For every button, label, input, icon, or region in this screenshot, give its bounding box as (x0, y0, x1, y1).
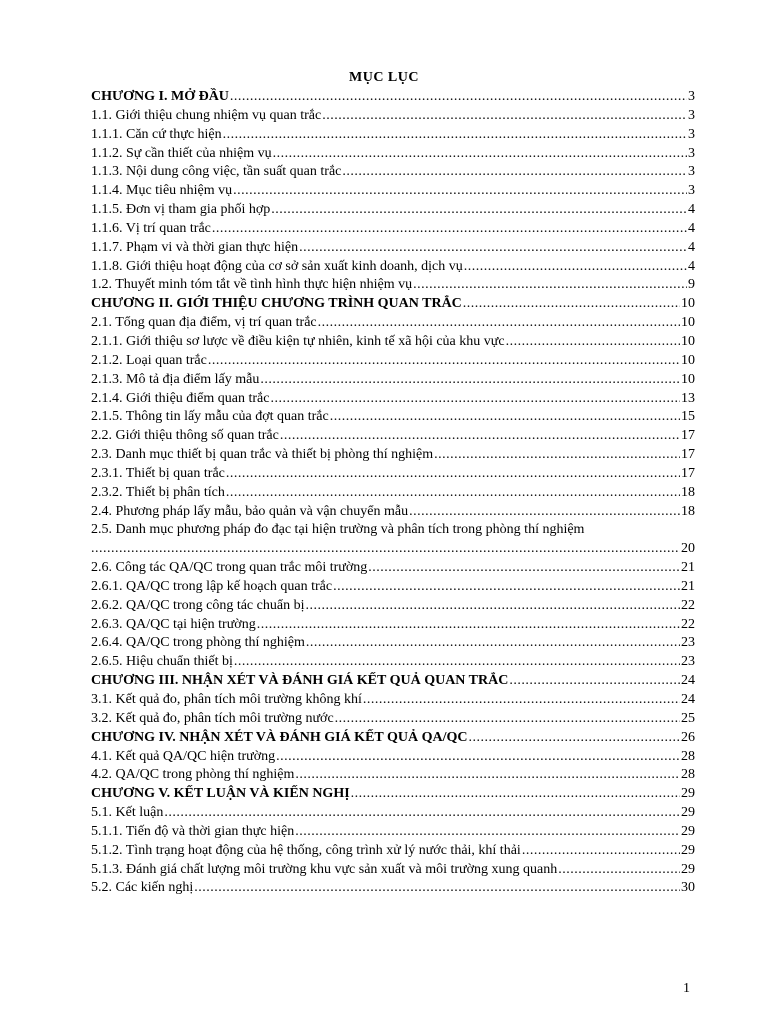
toc-entry[interactable] (91, 521, 695, 559)
toc-entry-page: 9 (688, 277, 695, 293)
toc-dot-leader (305, 597, 680, 616)
toc-entry-title: 4.2. QA/QC trong phòng thí nghiệm (91, 767, 295, 783)
toc-entry-title: 5.1. Kết luận (91, 805, 164, 821)
toc-dot-leader (226, 484, 680, 503)
toc-dot-leader (164, 804, 680, 823)
toc-entry-title: 3.1. Kết quả đo, phân tích môi trường không khí (91, 692, 362, 707)
toc-dot-leader (230, 88, 687, 107)
toc-entry-title: 2.6.4. QA/QC trong phòng thí nghiệm (91, 635, 305, 651)
toc-entry[interactable] (91, 785, 695, 804)
toc-entry-title: 2.5. Danh mục phương pháp đo đạc tại hiện trường và phân tích trong phòng thí nghiệm (91, 522, 585, 538)
toc-entry[interactable] (91, 427, 695, 446)
toc-dot-leader (257, 616, 680, 635)
toc-dot-leader (322, 107, 687, 126)
toc-entry-title: 4.1. Kết quả QA/QC hiện trường (91, 748, 276, 764)
toc-entry-title: 2.1.4. Giới thiệu điểm quan trắc (91, 390, 270, 406)
toc-dot-leader (276, 748, 680, 767)
toc-entry-title: CHƯƠNG V. KẾT LUẬN VÀ KIẾN NGHỊ (91, 786, 350, 802)
toc-dot-leader (335, 710, 680, 729)
toc-entry[interactable] (91, 766, 695, 785)
toc-dot-leader (368, 559, 680, 578)
toc-entry-title: 2.3. Danh mục thiết bị quan trắc và thiết bị phòng thí nghiệm (91, 447, 434, 463)
toc-entry-page: 3 (688, 126, 695, 142)
toc-entry-title: 3.2. Kết quả đo, phân tích môi trường nước (91, 710, 334, 726)
toc-entry-title: 2.3.2. Thiết bị phân tích (91, 484, 225, 500)
toc-entry[interactable] (91, 804, 695, 823)
toc-entry-page: 18 (681, 503, 695, 519)
toc-entry[interactable] (91, 503, 695, 522)
toc-entry[interactable] (91, 408, 695, 427)
toc-dot-leader (233, 182, 687, 201)
toc-entry-title: 5.2. Các kiến nghị (91, 880, 194, 896)
toc-entry[interactable] (91, 729, 695, 748)
toc-dot-leader (212, 220, 687, 239)
toc-entry-page: 29 (681, 805, 695, 821)
toc-entry-title: 1.1.5. Đơn vị tham gia phối hợp (91, 202, 271, 218)
toc-entry[interactable] (91, 201, 695, 220)
toc-entry-page: 18 (681, 484, 695, 500)
toc-entry-page: 29 (681, 842, 695, 858)
toc-entry[interactable] (91, 597, 695, 616)
toc-entry[interactable] (91, 88, 695, 107)
toc-entry-title: 1.1.1. Căn cứ thực hiện (91, 126, 222, 142)
toc-entry-title: 1.1.6. Vị trí quan trắc (91, 220, 211, 236)
toc-entry-title: 1.1.2. Sự cần thiết của nhiệm vụ (91, 145, 272, 161)
toc-dot-leader (194, 879, 680, 898)
toc-entry[interactable] (91, 823, 695, 842)
toc-dot-leader (522, 842, 680, 861)
toc-entry-title: 2.1.2. Loại quan trắc (91, 352, 207, 368)
toc-entry-page: 25 (681, 710, 695, 726)
toc-entry-page: 21 (681, 560, 695, 576)
toc-dot-leader (306, 634, 680, 653)
toc-dot-leader (342, 163, 687, 182)
toc-entry[interactable] (91, 465, 695, 484)
toc-dot-leader (558, 861, 680, 880)
toc-dot-leader (271, 201, 687, 220)
toc-entry[interactable] (91, 258, 695, 277)
toc-entry-title: 2.1.5. Thông tin lấy mẫu của đợt quan trắc (91, 409, 329, 425)
toc-entry-title: CHƯƠNG IV. NHẬN XÉT VÀ ĐÁNH GIÁ KẾT QUẢ QA/QC (91, 729, 468, 745)
toc-entry-page: 4 (688, 258, 695, 274)
toc-entry-title: 2.1.1. Giới thiệu sơ lược về điều kiện tự nhiên, kinh tế xã hội của khu vực (91, 333, 505, 349)
toc-entry-page: 22 (681, 597, 695, 613)
toc-dot-leader (506, 333, 680, 352)
toc-entry-page: 10 (681, 315, 695, 331)
toc-entry[interactable] (91, 653, 695, 672)
toc-dot-leader (434, 446, 680, 465)
toc-dot-leader (330, 408, 680, 427)
toc-entry-title: 5.1.3. Đánh giá chất lượng môi trường khu vực sản xuất và môi trường xung quanh (91, 861, 558, 877)
toc-entry-page: 24 (681, 692, 695, 707)
toc-entry[interactable] (91, 276, 695, 295)
toc-dot-leader (413, 276, 687, 295)
toc-entry-title: 2.6.1. QA/QC trong lập kế hoạch quan trắc (91, 578, 333, 594)
toc-entry-page: 10 (681, 333, 695, 349)
toc-entry-title: 2.1.3. Mô tả địa điểm lấy mẫu (91, 371, 260, 387)
toc-entry[interactable] (91, 182, 695, 201)
toc-entry[interactable] (91, 352, 695, 371)
toc-entry-title: 1.1. Giới thiệu chung nhiệm vụ quan trắc (91, 107, 322, 123)
toc-entry-page: 29 (681, 823, 695, 839)
toc-entry-page: 29 (681, 786, 695, 802)
toc-entry[interactable] (91, 107, 695, 126)
toc-entry-page: 10 (681, 296, 695, 312)
toc-dot-leader (91, 540, 680, 559)
toc-entry[interactable] (91, 710, 695, 729)
toc-entry-title: 1.1.8. Giới thiệu hoạt động của cơ sở sản xuất kinh doanh, dịch vụ (91, 258, 463, 274)
toc-entry-title: CHƯƠNG II. GIỚI THIỆU CHƯƠNG TRÌNH QUAN TRẮC (91, 296, 462, 312)
toc-entry-title: 2.2. Giới thiệu thông số quan trắc (91, 428, 279, 444)
toc-dot-leader (226, 465, 680, 484)
toc-entry[interactable] (91, 672, 695, 691)
toc-entry[interactable] (91, 390, 695, 409)
toc-entry[interactable] (91, 484, 695, 503)
toc-entry[interactable] (91, 145, 695, 164)
table-of-contents (91, 88, 695, 898)
toc-entry-title: 1.2. Thuyết minh tóm tắt về tình hình thực hiện nhiệm vụ (91, 277, 413, 293)
toc-dot-leader (270, 390, 680, 409)
toc-entry[interactable] (91, 333, 695, 352)
toc-entry-page: 10 (681, 352, 695, 368)
toc-entry-page: 3 (688, 89, 695, 104)
toc-entry-page: 20 (681, 541, 695, 557)
toc-dot-leader (299, 239, 687, 258)
toc-entry[interactable] (91, 446, 695, 465)
toc-entry-title: 2.6.3. QA/QC tại hiện trường (91, 616, 256, 632)
toc-entry[interactable] (91, 748, 695, 767)
toc-entry-page: 17 (681, 465, 695, 481)
page-number: 1 (683, 981, 690, 996)
toc-entry-title: 5.1.2. Tình trạng hoạt động của hệ thống, công trình xử lý nước thải, khí thải (91, 842, 521, 858)
toc-entry-page: 4 (688, 239, 695, 255)
toc-entry[interactable] (91, 220, 695, 239)
toc-entry-title: 2.6. Công tác QA/QC trong quan trắc môi trường (91, 560, 368, 576)
toc-entry-page: 15 (681, 409, 695, 425)
toc-dot-leader (273, 145, 687, 164)
toc-entry-page: 23 (681, 635, 695, 651)
toc-entry-page: 22 (681, 616, 695, 632)
toc-entry-title: 1.1.3. Nội dung công việc, tần suất quan trắc (91, 164, 342, 180)
toc-entry-title: 2.6.2. QA/QC trong công tác chuẩn bị (91, 597, 305, 613)
toc-entry[interactable] (91, 295, 695, 314)
toc-entry-page: 29 (681, 861, 695, 877)
toc-entry-title: 2.6.5. Hiệu chuẩn thiết bị (91, 654, 233, 670)
toc-entry-page: 30 (681, 880, 695, 896)
toc-entry[interactable] (91, 842, 695, 861)
toc-dot-leader (260, 371, 680, 390)
toc-entry-page: 4 (688, 202, 695, 218)
toc-entry[interactable] (91, 314, 695, 333)
toc-entry[interactable] (91, 578, 695, 597)
toc-entry[interactable] (91, 559, 695, 578)
toc-title: MỤC LỤC (349, 70, 419, 85)
toc-entry-page: 17 (681, 447, 695, 463)
toc-entry-page: 21 (681, 578, 695, 594)
toc-entry-page: 17 (681, 428, 695, 444)
toc-entry-page: 3 (688, 145, 695, 161)
toc-entry[interactable] (91, 861, 695, 880)
toc-entry-title: CHƯƠNG I. MỞ ĐẦU (91, 89, 229, 104)
toc-entry[interactable] (91, 691, 695, 710)
toc-entry-page: 10 (681, 371, 695, 387)
toc-entry-title: 2.4. Phương pháp lấy mẫu, bảo quản và vận chuyển mẫu (91, 503, 409, 519)
toc-dot-leader (351, 785, 680, 804)
toc-entry-page: 28 (681, 767, 695, 783)
toc-entry[interactable] (91, 879, 695, 898)
toc-entry[interactable] (91, 616, 695, 635)
toc-dot-leader (463, 295, 680, 314)
toc-dot-leader (409, 503, 680, 522)
toc-entry[interactable] (91, 239, 695, 258)
toc-dot-leader (318, 314, 680, 333)
toc-dot-leader (280, 427, 680, 446)
toc-entry[interactable] (91, 163, 695, 182)
toc-dot-leader (333, 578, 680, 597)
toc-entry-page: 3 (688, 164, 695, 180)
toc-dot-leader (295, 823, 680, 842)
toc-dot-leader (469, 729, 681, 748)
toc-entry[interactable] (91, 634, 695, 653)
toc-entry-page: 28 (681, 748, 695, 764)
toc-entry-page: 23 (681, 654, 695, 670)
toc-entry-title: CHƯƠNG III. NHẬN XÉT VÀ ĐÁNH GIÁ KẾT QUẢ QUAN TRẮC (91, 673, 509, 689)
toc-entry-title: 2.1. Tổng quan địa điểm, vị trí quan trắc (91, 315, 317, 331)
toc-dot-leader (363, 691, 680, 710)
toc-entry-title: 1.1.4. Mục tiêu nhiệm vụ (91, 183, 233, 199)
toc-entry-title: 1.1.7. Phạm vi và thời gian thực hiện (91, 239, 299, 255)
toc-entry-page: 26 (681, 729, 695, 745)
toc-dot-leader (223, 126, 687, 145)
toc-entry-title: 5.1.1. Tiến độ và thời gian thực hiện (91, 823, 295, 839)
toc-dot-leader (295, 766, 680, 785)
toc-entry[interactable] (91, 126, 695, 145)
toc-entry-page: 3 (688, 107, 695, 123)
toc-dot-leader (234, 653, 680, 672)
toc-entry-page: 4 (688, 220, 695, 236)
toc-entry-page: 13 (681, 390, 695, 406)
toc-entry-page: 3 (688, 183, 695, 199)
toc-entry-title: 2.3.1. Thiết bị quan trắc (91, 465, 225, 481)
toc-dot-leader (509, 672, 680, 691)
toc-dot-leader (208, 352, 680, 371)
toc-dot-leader (464, 258, 687, 277)
toc-entry-page: 24 (681, 673, 695, 689)
toc-entry[interactable] (91, 371, 695, 390)
